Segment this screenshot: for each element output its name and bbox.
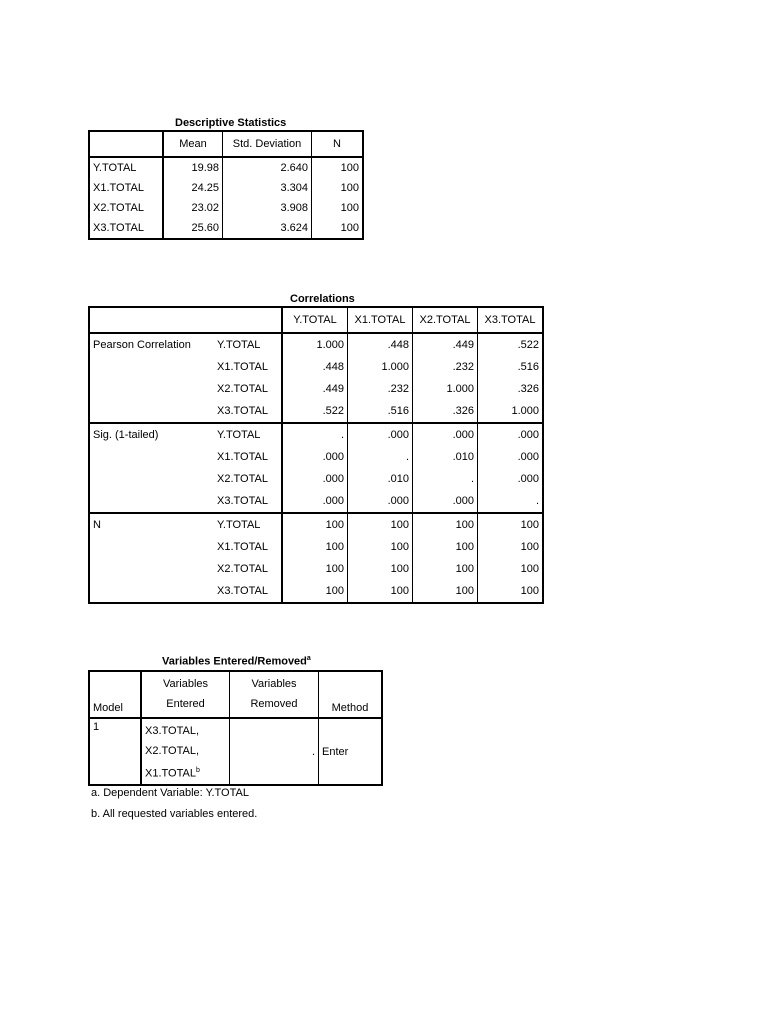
table-row <box>89 378 543 400</box>
table-header-row <box>89 671 382 718</box>
correlations-title: Correlations <box>290 293 355 305</box>
table-row <box>89 490 543 513</box>
cell-variables-entered <box>141 718 230 785</box>
row-label: X3.TOTAL <box>214 490 282 513</box>
header-cell-method: Method <box>319 671 383 718</box>
cell: .000 <box>282 446 348 468</box>
header-line: Variables <box>162 678 209 690</box>
cell: .000 <box>517 473 539 485</box>
cell: .516 <box>517 361 539 373</box>
variables-entered-removed-table <box>88 670 383 786</box>
cell: 100 <box>413 558 478 580</box>
header-cell: X3.TOTAL <box>478 307 544 333</box>
cell: .000 <box>282 490 348 513</box>
table-row <box>89 513 543 536</box>
cell: 100 <box>520 563 539 575</box>
header-line: Variables <box>251 678 297 690</box>
cell: .010 <box>348 468 413 490</box>
cell-model: 1 <box>89 718 141 785</box>
cell: .516 <box>348 400 413 423</box>
cell-method: Enter <box>322 746 349 759</box>
footnote-marker: b <box>195 767 200 774</box>
entered-variable-last <box>145 761 226 784</box>
cell: 100 <box>348 580 413 603</box>
correlations-table <box>88 306 544 604</box>
table-row <box>89 333 543 356</box>
cell: 1.000 <box>282 333 348 356</box>
header-cell-variables-removed <box>230 671 319 718</box>
header-cell-empty <box>89 307 214 333</box>
cell: 100 <box>348 513 413 536</box>
cell-n: 100 <box>340 162 359 174</box>
row-label: X3.TOTAL <box>89 218 163 239</box>
table-row <box>89 178 363 198</box>
table-row <box>89 536 543 558</box>
table-header-row <box>89 307 543 333</box>
table-row <box>89 218 363 239</box>
cell-variables-removed: . <box>230 718 319 785</box>
group-label: Pearson Correlation <box>93 339 191 351</box>
table-row <box>89 558 543 580</box>
cell: .232 <box>413 356 478 378</box>
cell: 100 <box>282 558 348 580</box>
cell: 100 <box>413 536 478 558</box>
cell: .232 <box>348 378 413 400</box>
cell-std-deviation: 3.304 <box>223 178 312 198</box>
cell-mean: 23.02 <box>163 198 223 218</box>
row-label: X1.TOTAL <box>214 446 282 468</box>
header-cell-mean: Mean <box>163 131 223 157</box>
cell: . <box>282 423 348 446</box>
row-label: Y.TOTAL <box>89 157 163 178</box>
header-cell-empty <box>214 307 282 333</box>
cell: .522 <box>282 400 348 423</box>
cell: .522 <box>517 339 539 351</box>
header-cell-std-deviation: Std. Deviation <box>223 131 312 157</box>
row-label: X1.TOTAL <box>89 178 163 198</box>
header-line: Entered <box>166 698 205 710</box>
cell: 1.000 <box>348 356 413 378</box>
entered-variable: X3.TOTAL, <box>145 725 200 737</box>
cell: 1.000 <box>413 378 478 400</box>
cell: .448 <box>282 356 348 378</box>
table-row <box>89 468 543 490</box>
cell: 1.000 <box>478 400 544 423</box>
footnote-b: b. All requested variables entered. <box>91 808 258 820</box>
cell: 100 <box>348 558 413 580</box>
cell-std-deviation: 3.624 <box>223 218 312 239</box>
footnote-a: a. Dependent Variable: Y.TOTAL <box>91 787 249 799</box>
table-row <box>89 580 543 603</box>
header-line: Removed <box>250 698 298 710</box>
cell: 100 <box>520 519 539 531</box>
cell: .010 <box>413 446 478 468</box>
table-header-row <box>89 131 363 157</box>
cell-mean: 24.25 <box>163 178 223 198</box>
cell-std-deviation: 3.908 <box>223 198 312 218</box>
row-label: X3.TOTAL <box>214 400 282 423</box>
cell-mean: 25.60 <box>163 218 223 239</box>
cell: .326 <box>413 400 478 423</box>
cell-n: 100 <box>340 202 359 214</box>
row-label: X1.TOTAL <box>214 356 282 378</box>
cell: 100 <box>282 536 348 558</box>
row-label: X2.TOTAL <box>214 468 282 490</box>
descriptive-statistics-title: Descriptive Statistics <box>175 117 287 129</box>
variables-entered-removed-title <box>162 655 311 668</box>
header-cell: X2.TOTAL <box>413 307 478 333</box>
cell: . <box>478 490 544 513</box>
cell: .326 <box>517 383 539 395</box>
cell-n: 100 <box>340 222 359 234</box>
cell-mean: 19.98 <box>163 157 223 178</box>
row-label: Y.TOTAL <box>214 423 282 446</box>
descriptive-statistics-table <box>88 130 364 240</box>
row-label: X2.TOTAL <box>214 558 282 580</box>
row-label: X1.TOTAL <box>214 536 282 558</box>
entered-variable: X2.TOTAL, <box>145 745 200 757</box>
row-label: Y.TOTAL <box>214 333 282 356</box>
cell-std-deviation: 2.640 <box>223 157 312 178</box>
cell: .000 <box>517 429 539 441</box>
row-label: X2.TOTAL <box>214 378 282 400</box>
table-row <box>89 423 543 446</box>
cell: .000 <box>282 468 348 490</box>
group-label: Sig. (1-tailed) <box>93 429 159 441</box>
cell: 100 <box>282 513 348 536</box>
cell: 100 <box>520 541 539 553</box>
cell: .000 <box>348 490 413 513</box>
cell: . <box>348 446 413 468</box>
cell: 100 <box>282 580 348 603</box>
table-row <box>89 718 382 785</box>
cell: . <box>413 468 478 490</box>
cell: .000 <box>517 451 539 463</box>
cell: 100 <box>413 580 478 603</box>
cell: 100 <box>348 536 413 558</box>
header-cell-n: N <box>312 131 364 157</box>
cell: .000 <box>413 423 478 446</box>
header-cell: Y.TOTAL <box>282 307 348 333</box>
table-row <box>89 356 543 378</box>
cell: .000 <box>348 423 413 446</box>
table-row <box>89 198 363 218</box>
table-row <box>89 446 543 468</box>
table-row <box>89 400 543 423</box>
cell: .448 <box>348 333 413 356</box>
entered-variable: X1.TOTAL <box>145 767 196 780</box>
cell: .449 <box>413 333 478 356</box>
title-text: Variables Entered/Removed <box>162 655 307 668</box>
header-cell-model: Model <box>89 671 141 718</box>
cell: 100 <box>413 513 478 536</box>
cell: 100 <box>520 585 539 597</box>
cell: .000 <box>413 490 478 513</box>
footnote-marker: a <box>306 655 311 662</box>
row-label: Y.TOTAL <box>214 513 282 536</box>
table-row <box>89 157 363 178</box>
header-cell: X1.TOTAL <box>348 307 413 333</box>
group-label: N <box>93 519 101 531</box>
row-label: X3.TOTAL <box>214 580 282 603</box>
row-label: X2.TOTAL <box>89 198 163 218</box>
header-cell-variables-entered <box>141 671 230 718</box>
cell: .449 <box>282 378 348 400</box>
cell-n: 100 <box>340 182 359 194</box>
header-cell <box>89 131 163 157</box>
